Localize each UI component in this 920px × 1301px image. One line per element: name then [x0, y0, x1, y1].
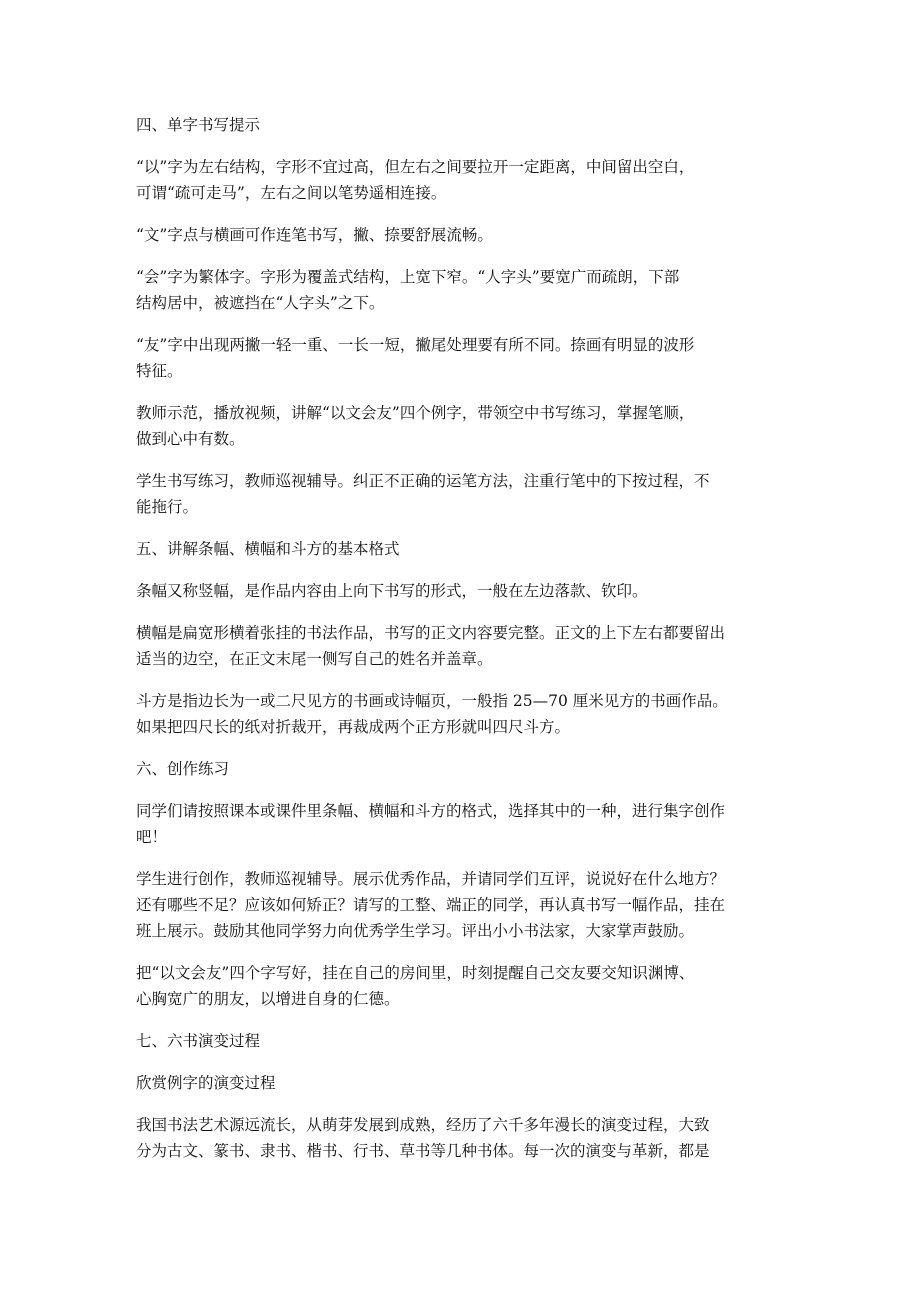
section-heading — [136, 1028, 786, 1054]
text-line: 六、创作练习 — [136, 760, 230, 778]
text-line: 适当的边空，在正文末尾一侧写自己的姓名并盖章。 — [136, 650, 493, 668]
paragraph — [136, 400, 786, 452]
paragraph — [136, 332, 786, 384]
section-heading — [136, 536, 786, 562]
text-line: “会”字为繁体字。字形为覆盖式结构，上宽下窄。“人字头”要宽广而疏朗，下部 — [136, 268, 680, 286]
text-line: 七、六书演变过程 — [136, 1032, 261, 1050]
text-line: 学生书写练习，教师巡视辅导。纠正不正确的运笔方法，注重行笔中的下按过程，不 — [136, 472, 710, 490]
text-line: 把“以文会友”四个字写好，挂在自己的房间里，时刻提醒自己交友要交知识渊博、 — [136, 964, 695, 982]
text-line: 欣赏例字的演变过程 — [136, 1074, 276, 1092]
paragraph — [136, 688, 786, 740]
paragraph — [136, 222, 786, 248]
text-line: 分为古文、篆书、隶书、楷书、行书、草书等几种书体。每一次的演变与革新，都是 — [136, 1142, 710, 1160]
text-line: 吧！ — [136, 828, 168, 846]
paragraph — [136, 866, 786, 944]
paragraph — [136, 264, 786, 316]
paragraph — [136, 1112, 786, 1164]
text-line: 条幅又称竖幅，是作品内容由上向下书写的形式，一般在左边落款、钦印。 — [136, 582, 648, 600]
text-line: 结构居中，被遮挡在“人字头”之下。 — [136, 294, 385, 312]
paragraph — [136, 960, 786, 1012]
paragraph — [136, 154, 786, 206]
text-line: 可谓“疏可走马”，左右之间以笔势遥相连接。 — [136, 184, 447, 202]
text-line: 学生进行创作，教师巡视辅导。展示优秀作品，并请同学们互评，说说好在什么地方？ — [136, 870, 726, 888]
text-line: 我国书法艺术源远流长，从萌芽发展到成熟，经历了六千多年漫长的演变过程，大致 — [136, 1116, 710, 1134]
text-line: 四、单字书写提示 — [136, 116, 261, 134]
section-heading — [136, 756, 786, 782]
document-body — [136, 112, 786, 1180]
text-line: 班上展示。鼓励其他同学努力向优秀学生学习。评出小小书法家，大家掌声鼓励。 — [136, 922, 695, 940]
paragraph — [136, 620, 786, 672]
text-line: 做到心中有数。 — [136, 430, 245, 448]
text-line: “以”字为左右结构，字形不宜过高，但左右之间要拉开一定距离，中间留出空白， — [136, 158, 695, 176]
text-line: 教师示范，播放视频，讲解“以文会友”四个例字，带领空中书写练习，掌握笔顺， — [136, 404, 695, 422]
text-line: 还有哪些不足？应该如何矫正？请写的工整、端正的同学，再认真书写一幅作品，挂在 — [136, 896, 726, 914]
text-line: “文”字点与横画可作连笔书写，撇、捺要舒展流畅。 — [136, 226, 493, 244]
paragraph — [136, 468, 786, 520]
text-line: 心胸宽广的朋友，以增进自身的仁德。 — [136, 990, 400, 1008]
text-line: “友”字中出现两撇一轻一重、一长一短，撇尾处理要有所不同。捺画有明显的波形 — [136, 336, 695, 354]
text-line: 同学们请按照课本或课件里条幅、横幅和斗方的格式，选择其中的一种，进行集字创作 — [136, 802, 726, 820]
text-line: 如果把四尺长的纸对折裁开，再裁成两个正方形就叫四尺斗方。 — [136, 718, 571, 736]
text-line: 能拖行。 — [136, 498, 199, 516]
text-line: 横幅是扁宽形横着张挂的书法作品，书写的正文内容要完整。正文的上下左右都要留出 — [136, 624, 726, 642]
text-line: 特征。 — [136, 362, 183, 380]
section-heading — [136, 112, 786, 138]
paragraph — [136, 578, 786, 604]
paragraph — [136, 1070, 786, 1096]
text-line: 五、讲解条幅、横幅和斗方的基本格式 — [136, 540, 400, 558]
text-line: 斗方是指边长为一或二尺见方的书画或诗幅页，一般指 25—70 厘米见方的书画作品。 — [136, 692, 728, 710]
paragraph — [136, 798, 786, 850]
